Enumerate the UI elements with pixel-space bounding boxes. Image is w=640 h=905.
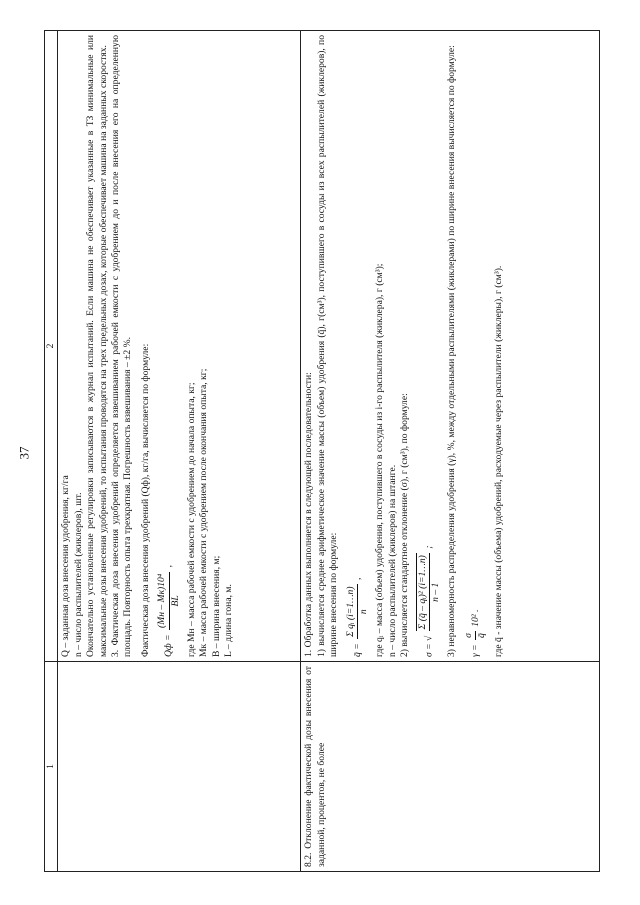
row2-parameter-cell: 8.2. Отклонение фактической дозы внесения от заданной, процентов, не более bbox=[301, 662, 600, 872]
formula-nonuniformity: γ = σ q̄ 10² . bbox=[462, 609, 488, 657]
text-line: 2) вычисляется стандартное отклонение (σ), г (см³), по формуле: bbox=[399, 393, 411, 657]
formula-mean: q̄ = Σ qᵢ (i=1…n) n , bbox=[344, 577, 370, 657]
text-line: n – число распылителей (жиклеров), шт. bbox=[72, 492, 84, 657]
page-number: 37 bbox=[16, 446, 32, 460]
text-line: Q – заданная доза внесения удобрения, кг/га bbox=[60, 475, 72, 657]
column-header-2: 2 bbox=[45, 31, 58, 662]
formula-actual-dose: Qф = (Mн – Mк)10⁴ BL , bbox=[156, 565, 181, 657]
text-line: 3) неравномерность распределения удобрения (γ), %, между отдельными распылителями (жиклерами) по ширине внесения вычисляется по формуле: bbox=[446, 45, 458, 657]
text-line: 1) вычисляется среднее арифметическое значение массы (объем) удобрения (q̄), г(см³), поступившего в сосуды из всех распылителей (жиклеров), по ширине внесения по формуле: bbox=[315, 35, 340, 657]
text-line: Фактическая доза внесения удобрений (Qф), кг/га, вычисляется по формуле: bbox=[139, 343, 151, 657]
text-line: L – длина гона, м. bbox=[223, 584, 235, 657]
rotated-page-content bbox=[44, 30, 604, 872]
column-header-1: 1 bbox=[45, 662, 58, 872]
row1-parameter-cell bbox=[58, 662, 301, 872]
text-line: Mк – масса рабочей емкости с удобрением после окончания опыта, кг; bbox=[198, 368, 210, 657]
text-line: где q̄ - значение массы (объема) удобрений, расходуемые через распылители (жиклеры), г (см³). bbox=[492, 265, 504, 657]
text-line: n – число распылителей (жиклеров) на штанге. bbox=[386, 464, 398, 657]
text-line: B – ширина внесения, м; bbox=[210, 555, 222, 657]
text-line: где qᵢ – масса (объем) удобрения, поступившего в сосуды из i-го распылителя (жиклера), г (см³); bbox=[374, 263, 386, 657]
table-row bbox=[301, 31, 600, 872]
text-line: 3. Фактическая доза внесения удобрений определяется взвешиванием рабочей емкости с удобрением до и после внесения его на определенную площадь. Повторность опыта трехкратная. Погрешность взвешивания – ±2 %. bbox=[110, 35, 134, 657]
table-row bbox=[58, 31, 301, 872]
row1-method-cell bbox=[58, 31, 301, 662]
table-header-row bbox=[45, 31, 58, 872]
row2-method-cell bbox=[301, 31, 600, 662]
text-line: Окончательно установленные регулировки записываются в журнал испытаний. Если машина не обеспечивает указанные в ТЗ минимальные или максимальные дозы внесения удобрений, то испытания проводятся на трех предельных дозах, которые обеспечивает машина на заданных скоростях. bbox=[85, 35, 109, 657]
text-line: где Mн – масса рабочей емкости с удобрением до начала опыта, кг; bbox=[186, 382, 198, 657]
text-line: 1. Обработка данных выполняется в следующей последовательности: bbox=[303, 372, 315, 657]
specification-table bbox=[44, 30, 600, 872]
formula-std-deviation: σ = √ Σ (q̄ – qᵢ)² (i=1…n) n – 1 ; bbox=[416, 545, 442, 657]
